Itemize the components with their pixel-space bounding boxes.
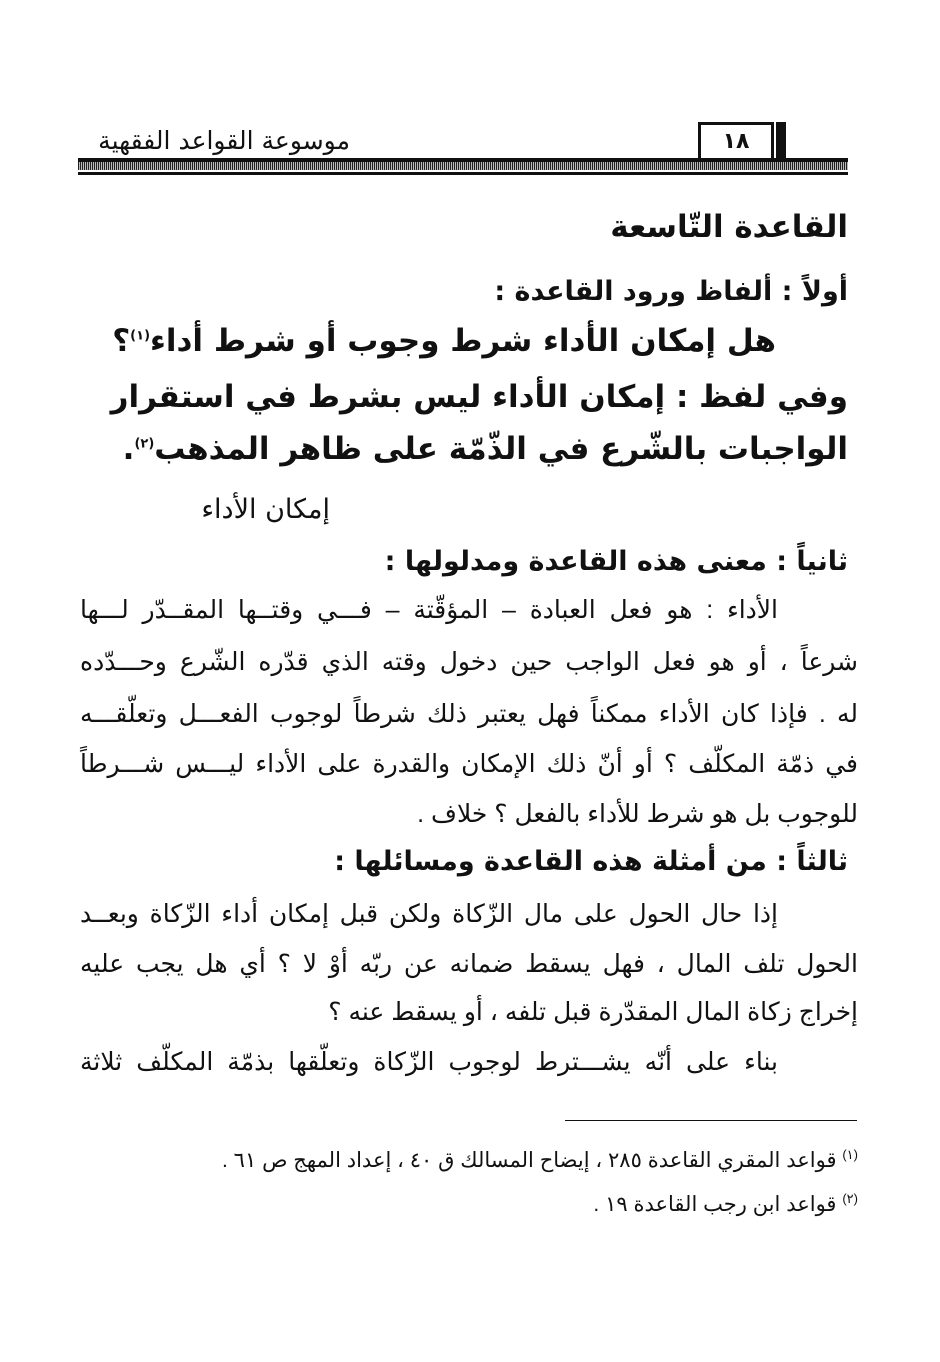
paragraph-3-line-2: الحول تلف المال ، فهل يسقط ضمانه عن ربّه أوْ لا ؟ أي هل يجب عليه: [80, 950, 858, 978]
rule-title: القاعدة التّاسعة: [610, 209, 848, 245]
rule-wording-1-end: ؟: [112, 323, 131, 359]
section-2-heading: ثانياً : معنى هذه القاعدة ومدلولها :: [384, 546, 848, 577]
paragraph-2-line-3: له . فإذا كان الأداء ممكناً فهل يعتبر ذلك شرطاً لوجوب الفعـــل وتعلّقـــه: [80, 700, 858, 728]
paragraph-2-line-2: شرعاً ، أو هو فعل الواجب حين دخول وقته الذي قدّره الشّرع وحـــدّده: [80, 648, 858, 676]
footnote-2: [593, 1192, 858, 1215]
paragraph-2-line-5: للوجوب بل هو شرط للأداء بالفعل ؟ خلاف .: [417, 800, 858, 828]
rule-wording-1: [112, 323, 776, 359]
footnote-2-text: قواعد ابن رجب القاعدة ١٩ .: [593, 1193, 837, 1216]
footnote-ref-2: (٢): [134, 436, 155, 452]
page-box-shadow: [776, 122, 786, 162]
running-header-title: موسوعة القواعد الفقهية: [98, 126, 350, 155]
page-number: ١٨: [722, 129, 750, 154]
section-3-heading: ثالثاً : من أمثلة هذه القاعدة ومسائلها :: [334, 846, 848, 877]
term-heading: إمكان الأداء: [201, 494, 330, 525]
section-1-heading: أولاً : ألفاظ ورود القاعدة :: [494, 276, 848, 307]
header-rule-bottom: [78, 172, 848, 175]
paragraph-3-line-3: إخراج زكاة المال المقدّرة قبل تلفه ، أو يسقط عنه ؟: [328, 998, 858, 1026]
rule-wording-1-text: هل إمكان الأداء شرط وجوب أو شرط أداء: [150, 323, 776, 359]
footnote-1: [222, 1148, 858, 1171]
page-number-box: [698, 122, 774, 158]
footnote-separator: [565, 1120, 857, 1121]
footnote-ref-1: (١): [130, 328, 151, 344]
footnote-1-text: قواعد المقري القاعدة ٢٨٥ ، إيضاح المسالك ق ٤٠ ، إعداد المهج ص ٦١ .: [222, 1149, 837, 1172]
rule-wording-2-end: .: [122, 431, 135, 467]
rule-wording-2-line-2: [122, 431, 848, 467]
paragraph-2-line-1: الأداء : هو فعل العبادة – المؤقّتة – فـــي وقتــها المقــدّر لـــها: [80, 596, 778, 624]
rule-wording-2-text: الواجبات بالشّرع في الذّمّة على ظاهر المذهب: [154, 431, 848, 467]
footnote-1-marker: (١): [842, 1147, 858, 1162]
paragraph-3-line-1: إذا حال الحول على مال الزّكاة ولكن قبل إمكان أداء الزّكاة وبعــد: [80, 900, 778, 928]
rule-wording-2-line-1: وفي لفظ : إمكان الأداء ليس بشرط في استقرار: [110, 379, 848, 415]
footnote-2-marker: (٢): [842, 1191, 858, 1206]
paragraph-3-line-4: بناء على أنّه يشـــترط لوجوب الزّكاة وتعلّقها بذمّة المكلّف ثلاثة: [80, 1048, 778, 1076]
paragraph-2-line-4: في ذمّة المكلّف ؟ أو أنّ ذلك الإمكان والقدرة على الأداء ليـــس شـــرطاً: [80, 750, 858, 778]
header-rule-pattern: [78, 162, 848, 170]
